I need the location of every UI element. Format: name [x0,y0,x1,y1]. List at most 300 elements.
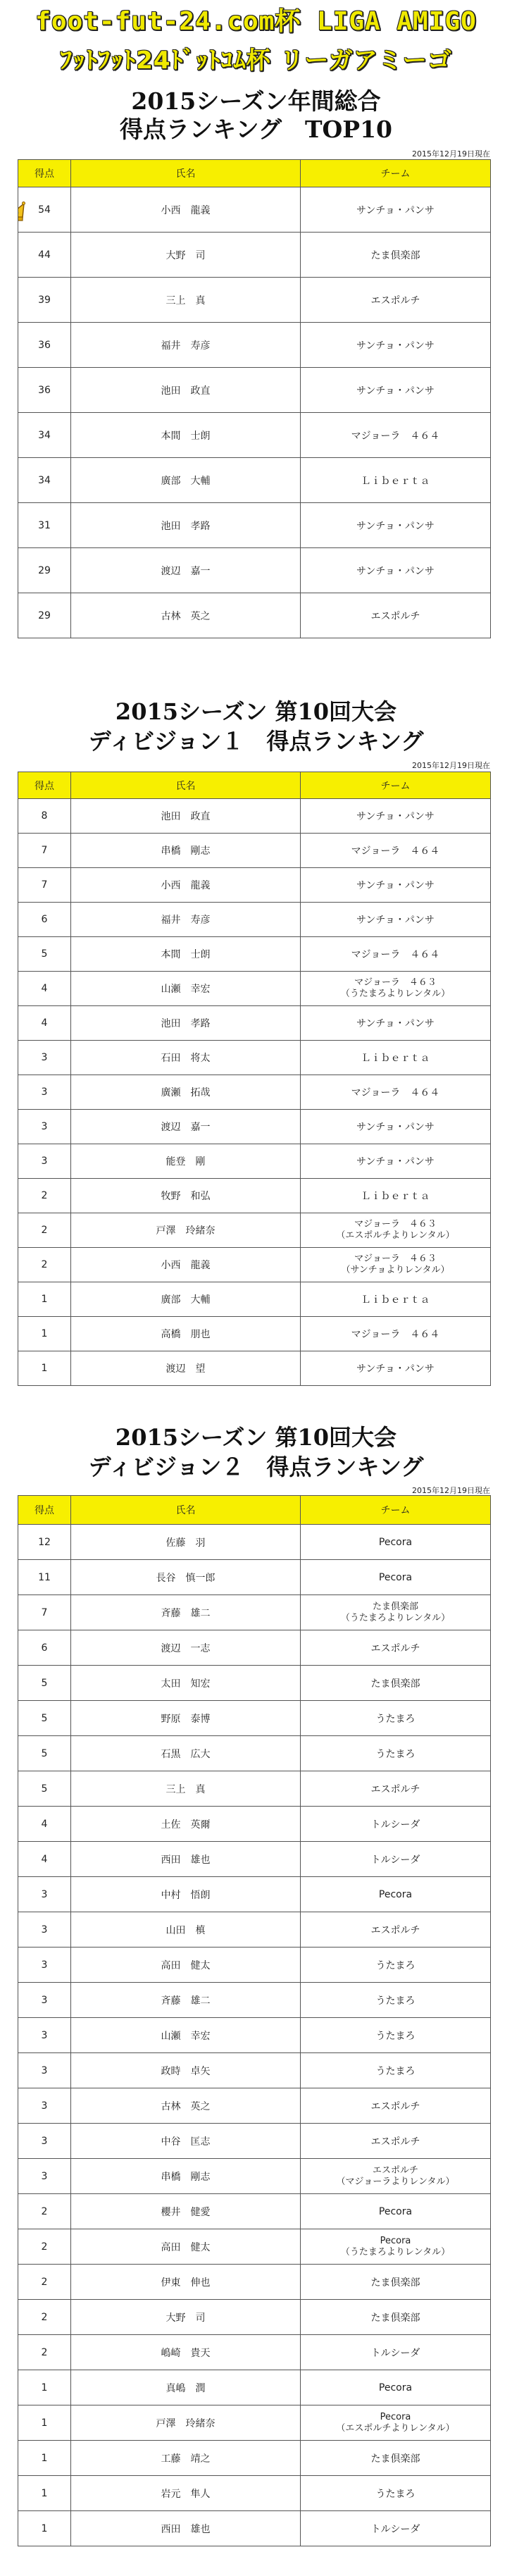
team-name: Pecora [378,1888,413,1900]
points-cell [18,2476,71,2511]
points-value [38,385,51,396]
table-row [18,1006,491,1041]
header-points: 得点 [18,1496,71,1525]
points-cell [18,972,71,1006]
team-cell [301,1983,491,2018]
player-name: 廣部 大輔 [71,1282,301,1317]
points-cell [18,1248,71,1282]
points-text: 2 [41,2346,48,2358]
table-row [18,1213,491,1248]
team-cell [301,1912,491,1948]
points-cell [18,1213,71,1248]
team-cell [301,1560,491,1595]
team-cell [301,458,491,503]
points-cell [18,2405,71,2441]
table-row [18,278,491,323]
section3-title: 2015シーズン 第10回大会 [115,1424,397,1451]
points-text: 1 [41,2417,48,2429]
points-cell [18,1041,71,1075]
banner-title-en: foot-fut-24.com杯 LIGA AMIGO [35,7,477,36]
points-value [42,2453,48,2464]
points-value [42,1259,48,1270]
team-cell [301,1351,491,1386]
player-name: 大野 司 [71,2300,301,2335]
points-cell [18,2229,71,2265]
points-value [42,1121,48,1132]
points-value [38,340,51,351]
team-name: たま倶楽部 [370,2277,420,2289]
table-row [18,1736,491,1771]
points-text: 3 [41,1121,48,1132]
points-value [42,1854,48,1865]
points-cell [18,834,71,868]
points-cell [18,368,71,413]
points-cell [18,413,71,458]
team-rental-note: （サンチョよりレンタル） [341,1265,450,1275]
points-cell [18,2088,71,2124]
points-cell [18,187,71,233]
points-cell [18,1282,71,1317]
player-name: 石田 将太 [71,1041,301,1075]
section2-subtitle: ディビジョン１ 得点ランキング [88,728,424,755]
points-text: 1 [41,1363,48,1374]
team-name: サンチョ・パンサ [356,1156,435,1168]
team-rental-note: （うたまろよりレンタル） [340,1612,451,1623]
team-name: サンチョ・パンサ [356,204,435,216]
team-name: マジョーラ ４６４ [351,846,440,857]
table-row [18,1983,491,2018]
points-text: 3 [41,1959,48,1971]
points-text: 2 [41,2276,48,2288]
points-value [42,1294,48,1305]
table-row [18,1075,491,1110]
points-cell [18,1736,71,1771]
player-name: 山瀬 幸宏 [71,972,301,1006]
points-value [42,1678,48,1689]
section1-title: 2015シーズン年間総合 [131,87,381,115]
team-cell [301,2335,491,2370]
points-cell [18,2194,71,2229]
points-cell [18,1948,71,1983]
team-name: エスポルチ [370,1783,420,1795]
player-name: 岩元 隼人 [71,2476,301,2511]
player-name: 古林 英之 [71,2088,301,2124]
team-name: エスポルチ [370,1642,420,1654]
points-text: 29 [38,609,51,621]
player-name: 伊東 伸也 [71,2265,301,2300]
team-cell [301,2124,491,2159]
points-value [42,1748,48,1759]
player-name: 工藤 靖之 [71,2441,301,2476]
points-value [38,520,51,531]
player-name: 斉藤 雄二 [71,1595,301,1630]
player-name: 山田 槙 [71,1912,301,1948]
team-cell [301,2229,491,2265]
points-value [42,1642,48,1654]
team-cell [301,1771,491,1807]
player-name: 小西 龍義 [71,868,301,903]
table-row [18,1144,491,1179]
table-row [18,1807,491,1842]
header-points: 得点 [18,160,71,187]
section3-subtitle: ディビジョン２ 得点ランキング [88,1454,424,1480]
points-value [38,1572,51,1583]
player-name: 古林 英之 [71,593,301,638]
team-name: うたまろ [375,2488,416,2500]
team-name: エスポルチ [370,2100,420,2112]
team-cell [301,1666,491,1701]
points-text: 36 [38,384,51,396]
points-value [38,1537,51,1548]
team-name: サンチョ・パンサ [356,880,435,891]
points-value [42,2171,48,2182]
player-name: 福井 寿彦 [71,323,301,368]
points-value [42,1328,48,1339]
points-cell [18,868,71,903]
team-name: Pecora [378,1536,413,1548]
points-text: 12 [38,1536,51,1548]
points-cell [18,2159,71,2194]
points-cell [18,1701,71,1736]
table-row [18,368,491,413]
points-text: 7 [41,845,48,856]
team-cell [301,1041,491,1075]
team-name: マジョーラ ４６４ [351,1087,440,1098]
table-row [18,1701,491,1736]
team-name: トルシーダ [370,1854,420,1866]
section2-title: 2015シーズン 第10回大会 [115,698,397,725]
points-cell [18,1842,71,1877]
section2-asof: 2015年12月19日現在 [412,761,490,770]
team-rental-note: （うたまろよりレンタル） [340,989,451,999]
points-cell [18,1877,71,1912]
points-text: 7 [41,879,48,891]
section1-asof: 2015年12月19日現在 [412,149,490,159]
team-rental-note: （うたまろよりレンタル） [340,2246,451,2258]
team-cell [301,368,491,413]
table-row [18,2300,491,2335]
player-name: 西田 雄也 [71,1842,301,1877]
points-value [38,565,51,576]
team-cell [301,2088,491,2124]
points-text: 34 [38,474,51,486]
header-team: チーム [301,772,491,799]
team-cell [301,548,491,593]
player-name: 池田 政直 [71,368,301,413]
points-cell [18,903,71,937]
points-value [42,1086,48,1098]
points-value [42,2030,48,2041]
team-cell [301,503,491,548]
points-text: 2 [41,2311,48,2323]
points-cell [18,2370,71,2405]
team-name: エスポルチ [370,610,420,622]
points-text: 2 [41,2241,48,2253]
header-name: 氏名 [71,1496,301,1525]
points-cell [18,1807,71,1842]
table-row [18,1351,491,1386]
player-name: 三上 真 [71,278,301,323]
team-name: マジョーラ ４６３ [354,1253,437,1264]
player-name: 渡辺 嘉一 [71,1110,301,1144]
team-name: エスポルチ [370,295,420,306]
points-text: 1 [41,2452,48,2464]
player-name: 廣部 大輔 [71,458,301,503]
points-text: 29 [38,564,51,576]
points-value [38,610,51,621]
table-row [18,593,491,638]
table-row [18,1666,491,1701]
team-name: トルシーダ [370,2347,420,2359]
points-text: 2 [41,2205,48,2217]
points-text: 44 [38,249,51,261]
points-value [42,2347,48,2358]
points-value [42,845,48,856]
points-cell [18,2441,71,2476]
team-rental-note: （マジョーラよりレンタル） [336,2176,455,2187]
team-cell [301,1736,491,1771]
points-cell [18,1006,71,1041]
points-text: 3 [41,1156,48,1167]
points-text: 1 [41,2382,48,2394]
team-cell [301,1282,491,1317]
team-name: サンチョ・パンサ [356,811,435,822]
table-row [18,548,491,593]
points-value [42,2382,48,2394]
player-name: 石黒 広大 [71,1736,301,1771]
player-name: 政時 卓矢 [71,2053,301,2088]
points-cell [18,1630,71,1666]
table-row [18,1912,491,1948]
points-cell [18,1317,71,1351]
player-name: 本間 士朗 [71,413,301,458]
points-cell [18,2018,71,2053]
team-rental-note: （エスポルチよりレンタル） [336,1230,455,1241]
team-cell [301,799,491,834]
points-value [42,2312,48,2323]
team-name: エスポルチ [370,1924,420,1936]
points-cell [18,2124,71,2159]
team-cell [301,1877,491,1912]
points-value [42,983,48,994]
banner-title-jp: ﾌｯﾄﾌｯﾄ24ﾄﾞｯﾄｺﾑ杯 リーガアミーゴ [60,47,452,75]
points-value [42,2100,48,2112]
points-text: 34 [38,429,51,441]
points-text: 2 [41,1259,48,1270]
team-cell [301,2476,491,2511]
player-name: 串橋 剛志 [71,834,301,868]
header-name: 氏名 [71,772,301,799]
points-cell [18,2265,71,2300]
player-name: 戸澤 玲緒奈 [71,1213,301,1248]
team-name: うたまろ [375,1959,416,1971]
points-value [42,2206,48,2217]
player-name: 嶋崎 貴天 [71,2335,301,2370]
table-row [18,1630,491,1666]
points-value [42,1995,48,2006]
table-row [18,2229,491,2265]
table-row [18,1317,491,1351]
team-cell [301,868,491,903]
points-cell [18,323,71,368]
team-cell [301,1807,491,1842]
player-name: 廣瀬 拓哉 [71,1075,301,1110]
table-row [18,413,491,458]
team-cell [301,1144,491,1179]
points-value [38,430,51,441]
table-row [18,2124,491,2159]
points-value [42,2065,48,2076]
points-text: 8 [41,810,48,822]
table-row [18,2405,491,2441]
team-name: うたまろ [375,2065,416,2077]
points-cell [18,1110,71,1144]
points-text: 4 [41,1818,48,1830]
points-cell [18,458,71,503]
team-cell [301,413,491,458]
team-cell [301,323,491,368]
team-name: マジョーラ ４６４ [351,1329,440,1340]
table-row [18,1248,491,1282]
points-text: 4 [41,1017,48,1029]
points-value [42,1607,48,1618]
team-name: たま倶楽部 [372,1601,418,1612]
points-text: 5 [41,1677,48,1689]
header-team: チーム [301,160,491,187]
points-cell [18,1144,71,1179]
team-name: サンチョ・パンサ [356,915,435,926]
section3-asof: 2015年12月19日現在 [412,1486,490,1495]
player-name: 渡辺 嘉一 [71,548,301,593]
table-row [18,799,491,834]
player-name: 渡辺 一志 [71,1630,301,1666]
team-name: エスポルチ [370,2136,420,2148]
points-cell [18,1560,71,1595]
team-rental-note: （エスポルチよりレンタル） [336,2422,455,2434]
ranking-table-division1 [18,772,491,1386]
team-name: トルシーダ [370,1819,420,1831]
team-name: Pecora [380,2235,411,2246]
player-name: 真嶋 潤 [71,2370,301,2405]
table-row [18,233,491,278]
table-row [18,2476,491,2511]
player-name: 池田 政直 [71,799,301,834]
team-name: Pecora [378,2382,413,2394]
table-row [18,2335,491,2370]
team-name: サンチョ・パンサ [356,520,435,532]
points-text: 2 [41,1225,48,1236]
team-name: Ｌｉｂｅｒｔａ [361,1053,430,1064]
table-row [18,1525,491,1560]
points-text: 36 [38,339,51,351]
section1-subtitle: 得点ランキング TOP10 [119,116,393,143]
points-value [42,2241,48,2253]
points-text: 1 [41,2487,48,2499]
player-name: 本間 士朗 [71,937,301,972]
table-row [18,1842,491,1877]
player-name: 高橋 朋也 [71,1317,301,1351]
player-name: 三上 真 [71,1771,301,1807]
points-value [42,2523,48,2534]
player-name: 中谷 匡志 [71,2124,301,2159]
table-row [18,1110,491,1144]
points-value [42,914,48,925]
points-text: 3 [41,1052,48,1063]
team-cell [301,1842,491,1877]
header-points: 得点 [18,772,71,799]
points-value [42,1713,48,1724]
table-row [18,323,491,368]
points-text: 2 [41,1190,48,1201]
team-cell [301,1595,491,1630]
table-row [18,903,491,937]
team-name: Pecora [378,2205,413,2217]
points-text: 1 [41,1294,48,1305]
points-text: 3 [41,1994,48,2006]
table-row [18,2194,491,2229]
player-name: 串橋 剛志 [71,2159,301,2194]
team-cell [301,2511,491,2546]
team-name: たま倶楽部 [370,249,420,261]
points-value [42,948,48,960]
points-text: 6 [41,914,48,925]
points-value [42,2488,48,2499]
team-cell [301,2018,491,2053]
points-value [42,1052,48,1063]
team-name: マジョーラ ４６３ [354,1219,437,1230]
points-text: 1 [41,1328,48,1339]
points-text: 5 [41,1783,48,1795]
ranking-table-annual [18,159,491,638]
table-row [18,1877,491,1912]
team-cell [301,1110,491,1144]
table-row [18,868,491,903]
table-row [18,1179,491,1213]
points-cell [18,503,71,548]
points-text: 3 [41,1924,48,1936]
player-name: 池田 孝路 [71,1006,301,1041]
team-cell [301,972,491,1006]
player-name: 小西 龍義 [71,1248,301,1282]
points-value [42,879,48,891]
points-cell [18,2335,71,2370]
table-row [18,1282,491,1317]
table-row [18,2018,491,2053]
team-cell [301,2053,491,2088]
player-name: 中村 悟朗 [71,1877,301,1912]
team-cell [301,903,491,937]
team-name: トルシーダ [370,2523,420,2535]
player-name: 高田 健太 [71,1948,301,1983]
points-value [42,1924,48,1936]
team-cell [301,593,491,638]
points-cell [18,2053,71,2088]
player-name: 西田 雄也 [71,2511,301,2546]
points-value [38,475,51,486]
points-text: 3 [41,2135,48,2147]
table-row [18,2265,491,2300]
team-name: サンチョ・パンサ [356,565,435,577]
team-cell [301,1948,491,1983]
team-cell [301,1179,491,1213]
points-cell [18,1983,71,2018]
table-row [18,458,491,503]
points-text: 1 [41,2522,48,2534]
team-cell [301,834,491,868]
points-cell [18,1771,71,1807]
points-cell [18,2511,71,2546]
table-row [18,2159,491,2194]
